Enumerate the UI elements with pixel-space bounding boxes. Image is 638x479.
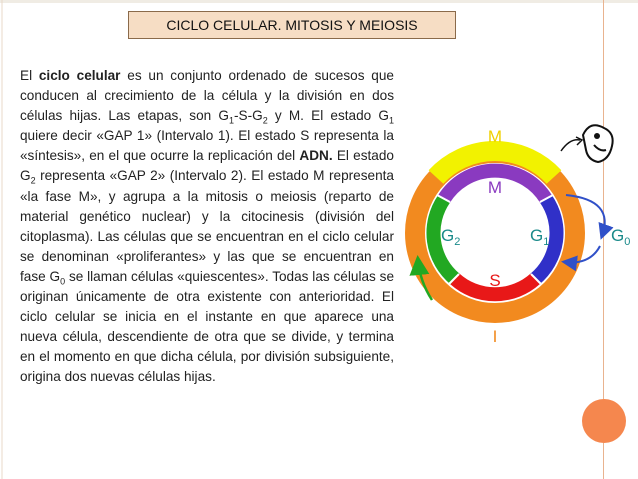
term-ciclo-celular: ciclo celular <box>38 68 121 83</box>
top-stripe <box>0 0 638 3</box>
label-g2: $G_2$ <box>441 226 461 248</box>
label-outer-m: M <box>487 127 503 146</box>
left-decoration <box>0 0 18 479</box>
slide-title: CICLO CELULAR. MITOSIS Y MEIOSIS <box>128 11 456 39</box>
orange-decoration-circle <box>582 399 626 443</box>
label-inner-m: M <box>487 178 503 197</box>
label-i: I <box>492 327 498 346</box>
dividing-cell-drawing <box>561 125 613 162</box>
right-divider-line-bottom <box>603 443 604 479</box>
term-adn: ADN. <box>299 148 333 164</box>
label-g0: $G_0$ <box>611 226 631 248</box>
cell-cycle-diagram <box>400 110 638 370</box>
label-s: S <box>489 271 501 290</box>
label-g1: $G_1$ <box>530 226 550 248</box>
body-paragraph: El ciclo celular es un conjunto ordenado de sucesos que conducen al crecimiento de la célula y la división en dos células hijas. Las etapas, son $G_1-S-G_2$ y M. El estado $G_1$ quiere decir «GAP 1» (Intervalo 1). El estado S representa la «síntesis», en el que ocurre la replicación del ADN. El estado $G_2$ representa «GAP 2» (Intervalo 2). El estado M representa «la fase M», y agrupa a la mitosis o meiosis (reparto de material genético nuclear) y la citocinesis (división del citoplasma). Las células que se encuentran en el ciclo celular se denominan «proliferantes» y las que se encuentran en fase $G_0$ se llaman células «quiescentes». Todas las células se originan únicamente de otra existente con anterioridad. El ciclo celular se inicia en el instante en que aparece una nueva célula, descendiente de otra que se divide, y termina en el momento en que dicha célula, por división subsiguiente, origina dos nuevas células hijas. <box>20 68 395 385</box>
